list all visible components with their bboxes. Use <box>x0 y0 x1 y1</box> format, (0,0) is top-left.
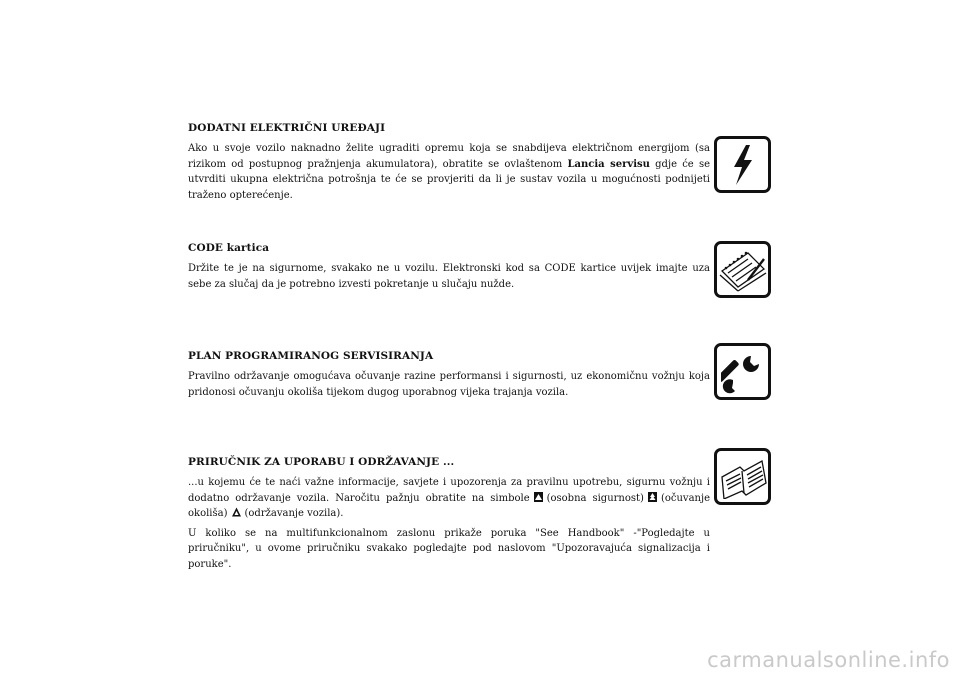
section-heading: PLAN PROGRAMIRANOG SERVISIRANJA <box>188 350 434 362</box>
personal-safety-icon <box>534 492 543 502</box>
text-part: Ako u svoje vozilo naknadno želite ugraditi opremu koja se snabdijeva električnom energijom (sa rizikom od postupnog pražnjenja akumulatora), obratite se ovlaštenom <box>188 143 710 170</box>
section-handbook <box>188 456 710 572</box>
open-book-icon <box>714 448 771 505</box>
text-part: (osobna sigurnost) <box>546 492 644 504</box>
text-part: ...u kojemu će te naći važne informacije, savjete i upozorenja za pravilnu upotrebu, sigurnu vožnju i dodatno održavanje vozila. Naročitu pažnju obratite na simbole <box>188 477 710 504</box>
notebook-pen-icon <box>714 241 771 298</box>
section-service-plan <box>188 350 710 400</box>
watermark: carmanualsonline.info <box>707 648 950 672</box>
section-paragraph: Držite te je na sigurnome, svakako ne u vozilu. Elektronski kod sa CODE kartice uvijek imajte uza sebe za slučaj da je potrebno izvesti pokretanje u slučaju nužde. <box>188 263 710 290</box>
lightning-bolt-icon <box>714 136 771 193</box>
environment-protection-icon <box>648 492 657 502</box>
section-paragraph: Pravilno održavanje omogućava očuvanje razine performansi i sigurnosti, uz ekonomičnu vožnju koja pridonosi očuvanju okoliša tijekom dugog uporabnog vijeka trajanja vozila. <box>188 371 710 398</box>
section-paragraph <box>188 475 710 522</box>
section-paragraph <box>188 141 710 203</box>
section-heading: CODE kartica <box>188 242 270 254</box>
section-code-card <box>188 242 710 292</box>
text-bold: Lancia servisu <box>567 158 650 170</box>
section-paragraph: U koliko se na multifunkcionalnom zaslonu prikaže poruka "See Handbook" -"Pogledajte u priručniku", u ovome priručniku svakako pogledajte pod naslovom "Upozoravajuća signalizacija i poruke". <box>188 527 710 570</box>
section-heading: DODATNI ELEKTRIČNI UREĐAJI <box>188 122 386 134</box>
wrench-icon <box>714 343 771 400</box>
vehicle-maintenance-icon <box>232 507 241 517</box>
text-part: (očuvanje okoliša) <box>188 492 710 519</box>
text-part: gdje će se utvrditi ukupna električna potrošnja te će se provjeriti da li je sustav vozila u mogućnosti podnijeti traženo opterećenje. <box>188 158 710 201</box>
text-part: (održavanje vozila). <box>244 508 344 519</box>
section-electrical-devices <box>188 122 710 203</box>
section-heading: PRIRUČNIK ZA UPORABU I ODRŽAVANJE ... <box>188 456 455 468</box>
